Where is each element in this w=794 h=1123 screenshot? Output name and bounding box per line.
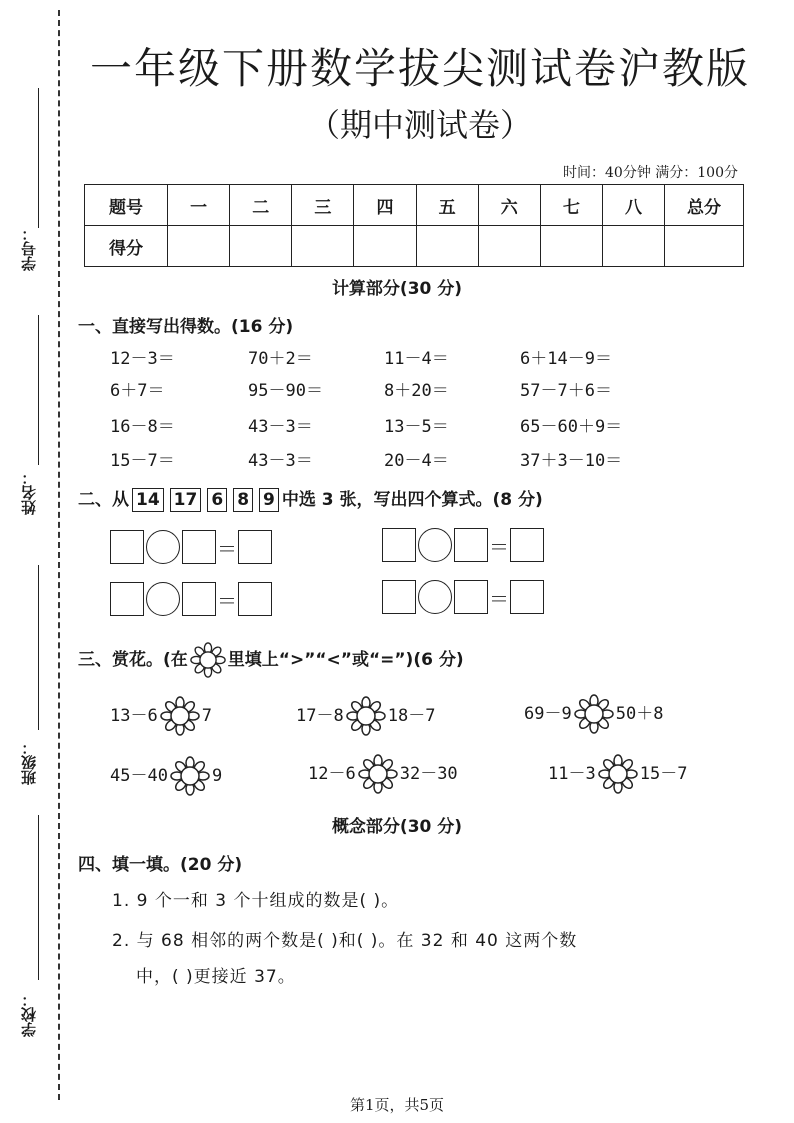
equation: 15－7＝	[110, 451, 175, 471]
equation: 43－3＝	[248, 451, 313, 471]
score-row	[85, 226, 744, 267]
score-header-cell: 二	[230, 185, 292, 226]
compare-right: 32－30	[399, 764, 458, 784]
section3-heading	[78, 642, 464, 678]
answer-box[interactable]	[510, 580, 544, 614]
compare-item	[548, 754, 687, 794]
equals-sign: ＝	[217, 588, 237, 613]
equation: 8＋20＝	[384, 381, 449, 401]
score-header-cell: 八	[602, 185, 664, 226]
section4-heading: 四、填一填。(20 分)	[78, 855, 243, 875]
flower-icon[interactable]	[160, 696, 200, 736]
answer-box[interactable]	[382, 528, 416, 562]
score-table	[84, 184, 744, 267]
answer-box[interactable]	[238, 582, 272, 616]
score-header-cell: 题号	[85, 185, 168, 226]
score-header-cell: 四	[354, 185, 416, 226]
compare-left: 69－9	[524, 704, 572, 724]
score-cell[interactable]	[354, 226, 416, 267]
binding-dashed-line	[58, 10, 60, 1100]
score-header-cell: 五	[416, 185, 478, 226]
flower-icon[interactable]	[598, 754, 638, 794]
student-id-label: 学号：	[20, 226, 38, 271]
compare-left: 12－6	[308, 764, 356, 784]
compare-item	[308, 754, 458, 794]
score-cell[interactable]	[416, 226, 478, 267]
compare-item	[110, 756, 222, 796]
page-subtitle: （期中测试卷）	[307, 106, 532, 144]
compare-left: 11－3	[548, 764, 596, 784]
blank-equation	[110, 582, 272, 616]
compare-left: 45－40	[110, 766, 168, 786]
equation: 65－60＋9＝	[520, 417, 623, 437]
operator-circle[interactable]	[146, 530, 180, 564]
time-info: 时间：40分钟 满分：100分	[563, 165, 738, 181]
equation: 57－7＋6＝	[520, 381, 612, 401]
blank-equation	[110, 530, 272, 564]
compare-left: 13－6	[110, 706, 158, 726]
question-1: 1. 9 个一和 3 个十组成的数是( )。	[112, 891, 400, 911]
equation: 20－4＝	[384, 451, 449, 471]
score-header-cell: 总分	[665, 185, 744, 226]
page-footer: 第1页，共5页	[349, 1096, 445, 1114]
flower-icon[interactable]	[346, 696, 386, 736]
number-card: 6	[207, 488, 227, 512]
score-header-cell: 三	[292, 185, 354, 226]
compare-right: 50＋8	[615, 704, 664, 724]
section3-suffix: 里填上“>”“<”或“=”)(6 分)	[227, 650, 464, 670]
question-2-line1: 2. 与 68 相邻的两个数是( )和( )。在 32 和 40 这两个数	[112, 931, 578, 951]
equation: 43－3＝	[248, 417, 313, 437]
answer-box[interactable]	[454, 528, 488, 562]
school-line	[38, 815, 39, 980]
equals-sign: ＝	[217, 536, 237, 561]
section1-heading: 一、直接写出得数。(16 分)	[78, 317, 294, 337]
equals-sign: ＝	[489, 534, 509, 559]
blank-equation	[382, 528, 544, 562]
class-label: 班级：	[20, 740, 38, 785]
number-card: 14	[132, 488, 164, 512]
blank-equation	[382, 580, 544, 614]
compare-left: 17－8	[296, 706, 344, 726]
section3-prefix: 三、赏花。(在	[78, 650, 188, 670]
equation: 6＋14－9＝	[520, 349, 612, 369]
class-line	[38, 565, 39, 730]
equation: 6＋7＝	[110, 381, 165, 401]
answer-box[interactable]	[510, 528, 544, 562]
equation: 16－8＝	[110, 417, 175, 437]
equation: 95－90＝	[248, 381, 323, 401]
score-cell[interactable]	[540, 226, 602, 267]
equation: 70＋2＝	[248, 349, 313, 369]
compare-right: 7	[201, 706, 212, 726]
score-header-cell: 一	[168, 185, 230, 226]
question-2-line2: 中，( )更接近 37。	[136, 967, 296, 987]
answer-box[interactable]	[182, 530, 216, 564]
number-card: 8	[233, 488, 253, 512]
compare-item	[524, 694, 663, 734]
section2-heading	[78, 485, 543, 512]
section2-suffix: 中选 3 张，写出四个算式。(8 分)	[281, 490, 543, 510]
score-header-row	[85, 185, 744, 226]
part1-heading: 计算部分(30 分)	[331, 279, 463, 299]
compare-right: 18－7	[387, 706, 436, 726]
score-cell[interactable]	[602, 226, 664, 267]
compare-right: 9	[211, 766, 223, 786]
school-label: 学校：	[20, 992, 38, 1037]
flower-icon[interactable]	[358, 754, 398, 794]
answer-box[interactable]	[382, 580, 416, 614]
page-title: 一年级下册数学拔尖测试卷沪教版	[89, 44, 750, 93]
operator-circle[interactable]	[418, 580, 452, 614]
answer-box[interactable]	[454, 580, 488, 614]
score-header-cell: 七	[540, 185, 602, 226]
equation: 11－4＝	[384, 349, 449, 369]
score-cell[interactable]	[478, 226, 540, 267]
flower-icon	[190, 642, 226, 678]
score-header-cell: 六	[478, 185, 540, 226]
score-cell[interactable]	[665, 226, 744, 267]
flower-icon[interactable]	[170, 756, 210, 796]
score-cell[interactable]	[168, 226, 230, 267]
equation: 12－3＝	[110, 349, 175, 369]
compare-item	[110, 696, 212, 736]
name-line	[38, 315, 39, 465]
answer-box[interactable]	[110, 530, 144, 564]
student-id-line	[38, 88, 39, 228]
score-cell[interactable]	[230, 226, 292, 267]
score-cell[interactable]	[292, 226, 354, 267]
number-card: 17	[170, 488, 202, 512]
part2-heading: 概念部分(30 分)	[331, 817, 463, 837]
answer-box[interactable]	[182, 582, 216, 616]
section2-prefix: 二、从	[78, 490, 129, 510]
number-card: 9	[259, 488, 279, 512]
flower-icon[interactable]	[574, 694, 614, 734]
score-row-label: 得分	[85, 226, 168, 267]
equation: 37＋3－10＝	[520, 451, 623, 471]
operator-circle[interactable]	[418, 528, 452, 562]
equation: 13－5＝	[384, 417, 449, 437]
answer-box[interactable]	[110, 582, 144, 616]
operator-circle[interactable]	[146, 582, 180, 616]
answer-box[interactable]	[238, 530, 272, 564]
name-label: 姓名：	[20, 470, 38, 515]
equals-sign: ＝	[489, 586, 509, 611]
compare-right: 15－7	[639, 764, 688, 784]
compare-item	[296, 696, 435, 736]
